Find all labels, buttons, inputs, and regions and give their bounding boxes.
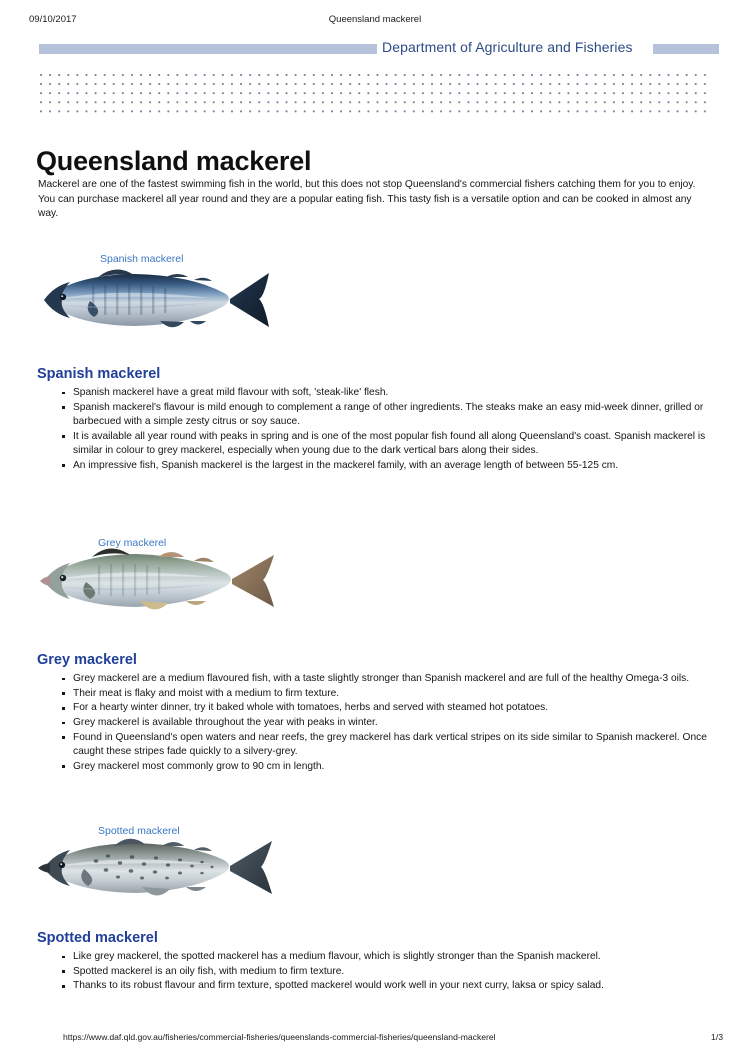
page-number: 1/3 — [711, 1032, 723, 1042]
department-name: Department of Agriculture and Fisheries — [382, 39, 633, 55]
list-item: Grey mackerel are a medium flavoured fish, with a taste slightly stronger than Spanish mackerel and are full of the healthy Omega-3 oils. — [60, 672, 710, 686]
brand-bar-right — [653, 44, 719, 54]
image-alt-text-spotted-mackerel: Spotted mackerel — [98, 825, 180, 837]
image-alt-text-grey-mackerel: Grey mackerel — [98, 537, 167, 549]
bullet-list-spanish-mackerel — [60, 386, 710, 473]
print-document-title: Queensland mackerel — [328, 14, 422, 25]
print-date: 09/10/2017 — [29, 14, 77, 25]
list-item: For a hearty winter dinner, try it baked whole with tomatoes, herbs and served with steamed hot potatoes. — [60, 701, 710, 715]
dotted-decoration — [40, 74, 710, 116]
figure-spotted-mackerel — [36, 825, 286, 913]
section-heading-spotted-mackerel: Spotted mackerel — [37, 930, 158, 947]
list-item: Grey mackerel is available throughout the year with peaks in winter. — [60, 716, 710, 730]
list-item: It is available all year round with peaks in spring and is one of the most popular fish found all along Queensland's coast. Spanish mackerel is similar in colour to grey mackerel, especially when young due to the dark vertical bars along their sides. — [60, 430, 710, 459]
list-item: Like grey mackerel, the spotted mackerel has a medium flavour, which is slightly stronger than the Spanish mackerel. — [60, 950, 710, 964]
figure-grey-mackerel — [36, 537, 286, 627]
image-alt-text-spanish-mackerel: Spanish mackerel — [100, 253, 184, 265]
source-url: https://www.daf.qld.gov.au/fisheries/commercial-fisheries/queenslands-commercial-fisheries/queensland-mackerel — [63, 1032, 496, 1042]
department-brand-band — [39, 41, 719, 57]
figure-spanish-mackerel — [38, 253, 278, 348]
print-header — [0, 14, 750, 28]
list-item: Spanish mackerel's flavour is mild enough to complement a range of other ingredients. The steaks make an easy mid-week dinner, grilled or barbecued with a simple zesty citrus or soy sauce. — [60, 401, 710, 430]
list-item: Found in Queensland's open waters and near reefs, the grey mackerel has dark vertical stripes on its side similar to Spanish mackerel. Once caught these stripes fade quickly to a silvery-grey. — [60, 731, 710, 760]
section-heading-grey-mackerel: Grey mackerel — [37, 652, 137, 669]
section-heading-spanish-mackerel: Spanish mackerel — [37, 366, 161, 383]
list-item: Grey mackerel most commonly grow to 90 cm in length. — [60, 760, 710, 774]
page-title: Queensland mackerel — [36, 146, 312, 177]
spanish-mackerel-photo — [38, 253, 278, 348]
list-item: Spanish mackerel have a great mild flavour with soft, 'steak-like' flesh. — [60, 386, 710, 400]
list-item: Thanks to its robust flavour and firm texture, spotted mackerel would work well in your next curry, laksa or spicy salad. — [60, 979, 710, 993]
spotted-mackerel-photo — [36, 825, 286, 913]
list-item: Spotted mackerel is an oily fish, with medium to firm texture. — [60, 965, 710, 979]
brand-bar-left — [39, 44, 377, 54]
list-item: Their meat is flaky and moist with a medium to firm texture. — [60, 687, 710, 701]
bullet-list-spotted-mackerel — [60, 950, 710, 994]
bullet-list-grey-mackerel — [60, 672, 710, 774]
print-footer — [0, 1032, 750, 1044]
grey-mackerel-photo — [36, 537, 286, 627]
intro-paragraph: Mackerel are one of the fastest swimming fish in the world, but this does not stop Queensland's commercial fishers catching them for you to enjoy. You can purchase mackerel all year round and they are a popular eating fish. This tasty fish is a versatile option and can be cooked in almost any way. — [38, 179, 696, 220]
list-item: An impressive fish, Spanish mackerel is the largest in the mackerel family, with an average length of between 55-125 cm. — [60, 459, 710, 473]
